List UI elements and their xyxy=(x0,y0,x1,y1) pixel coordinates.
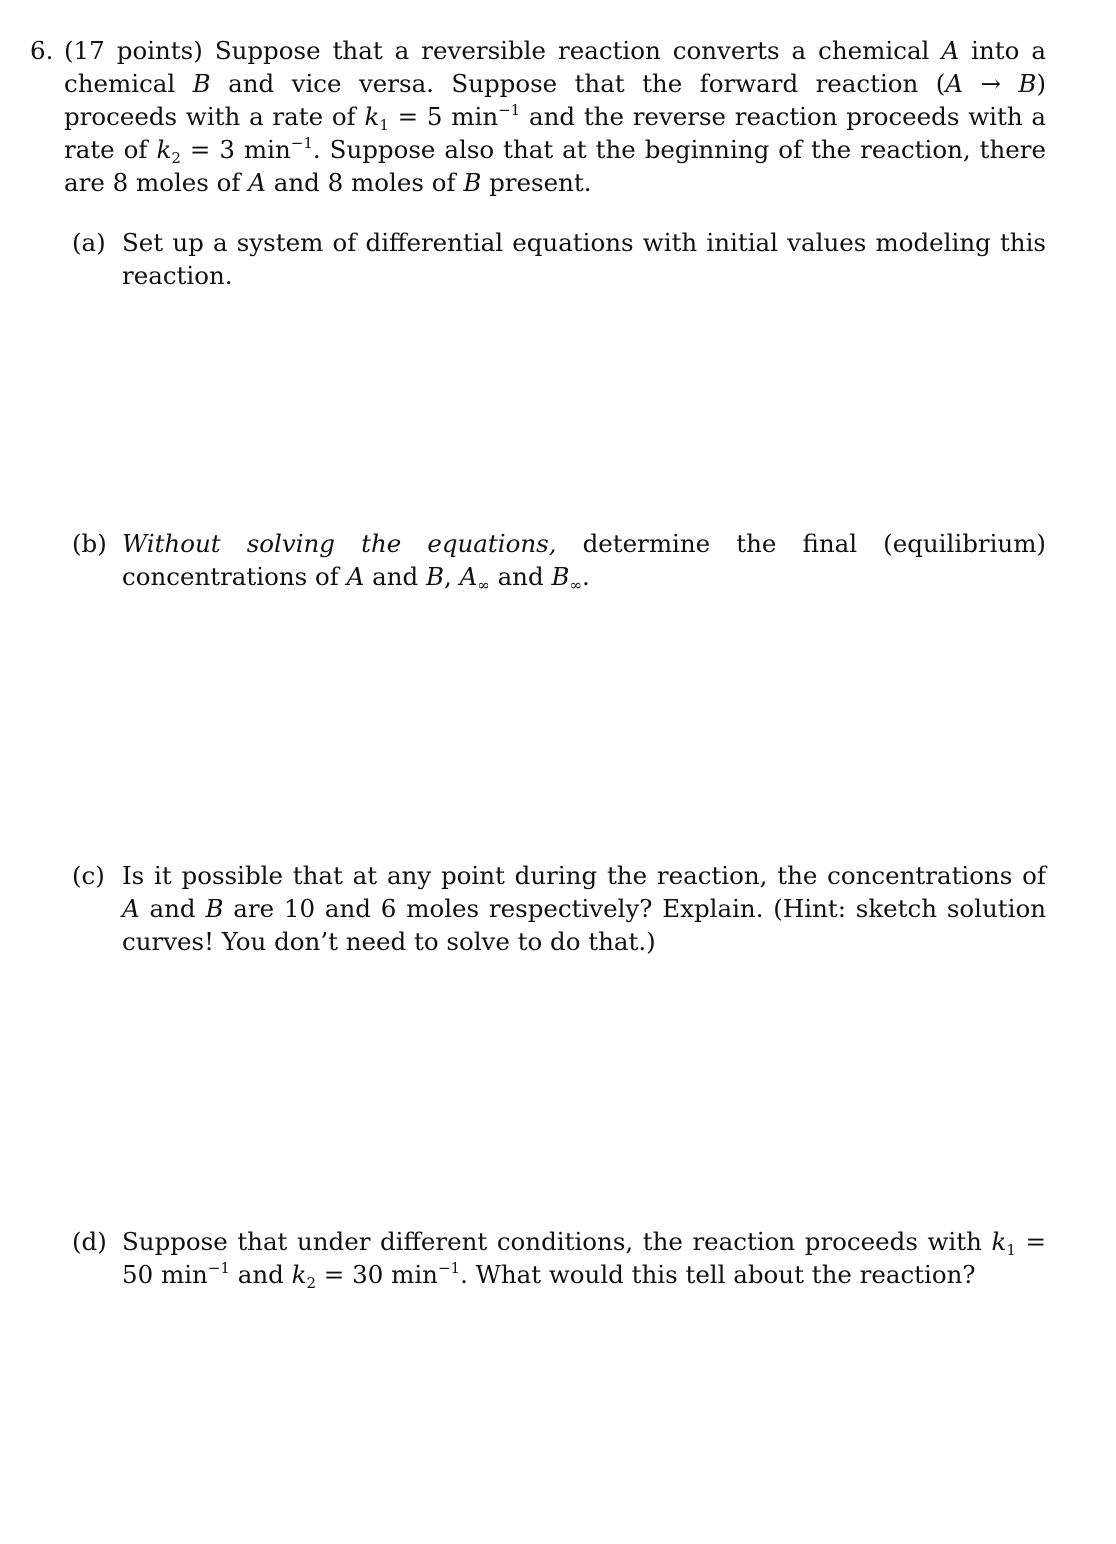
rate-k1-new: $k_1 = 50$ $\min^{-1}$ xyxy=(122,1227,1046,1289)
b-infinity: $B_\infty$ xyxy=(551,562,582,594)
problem-6 xyxy=(30,34,1046,199)
problem-number: 6. xyxy=(30,36,54,65)
part-c-label: (c) xyxy=(72,861,105,890)
part-a-label: (a) xyxy=(72,228,106,257)
part-c xyxy=(72,859,1046,958)
part-c-text: Is it possible that at any point during the reaction, the concentrations of A and B are 10 and 6 moles respectively? Explain. (Hint: sketch solution curves! You don’t need to solve to do that.) xyxy=(122,861,1046,956)
part-a xyxy=(72,226,1046,292)
rate-k2-new: $k_2 = 30$ $\min^{-1}$ xyxy=(291,1259,461,1292)
part-b-text: Without solving the equations, determine the final (equilibrium) concentrations of A and B, $A_\infty$ and $B_\infty$. xyxy=(122,529,1046,594)
rate-k1: $k_1 = 5$ $\min^{-1}$ xyxy=(364,101,521,134)
rate-k2: $k_2 = 3$ $\min^{-1}$ xyxy=(156,134,313,167)
part-a-text: Set up a system of differential equations with initial values modeling this reaction. xyxy=(122,228,1046,290)
arrow-icon: → xyxy=(980,69,1001,98)
points: (17 points) xyxy=(64,36,203,65)
part-d xyxy=(72,1225,1046,1291)
a-infinity: $A_\infty$ xyxy=(459,562,490,594)
problem-header xyxy=(30,34,1046,199)
part-d-text: Suppose that under different conditions, the reaction proceeds with $k_1 = 50$ $\min^{-1}$ and $k_2 = 30$ $\min^{-1}$. What would this tell about the reaction? xyxy=(122,1227,1046,1292)
part-b-label: (b) xyxy=(72,529,107,558)
part-d-label: (d) xyxy=(72,1227,107,1256)
part-b xyxy=(72,527,1046,593)
problem-statement: (17 points) Suppose that a reversible reaction converts a chemical A into a chemical B and vice versa. Suppose that the forward reaction (A → B) proceeds with a rate of $k_1 = 5$ $\min^{-1}$ and the reverse reaction proceeds with a rate of $k_2 = 3$ $\min^{-1}$. Suppose also that at the beginning of the reaction, there are 8 moles of A and 8 moles of B present. xyxy=(64,36,1047,197)
